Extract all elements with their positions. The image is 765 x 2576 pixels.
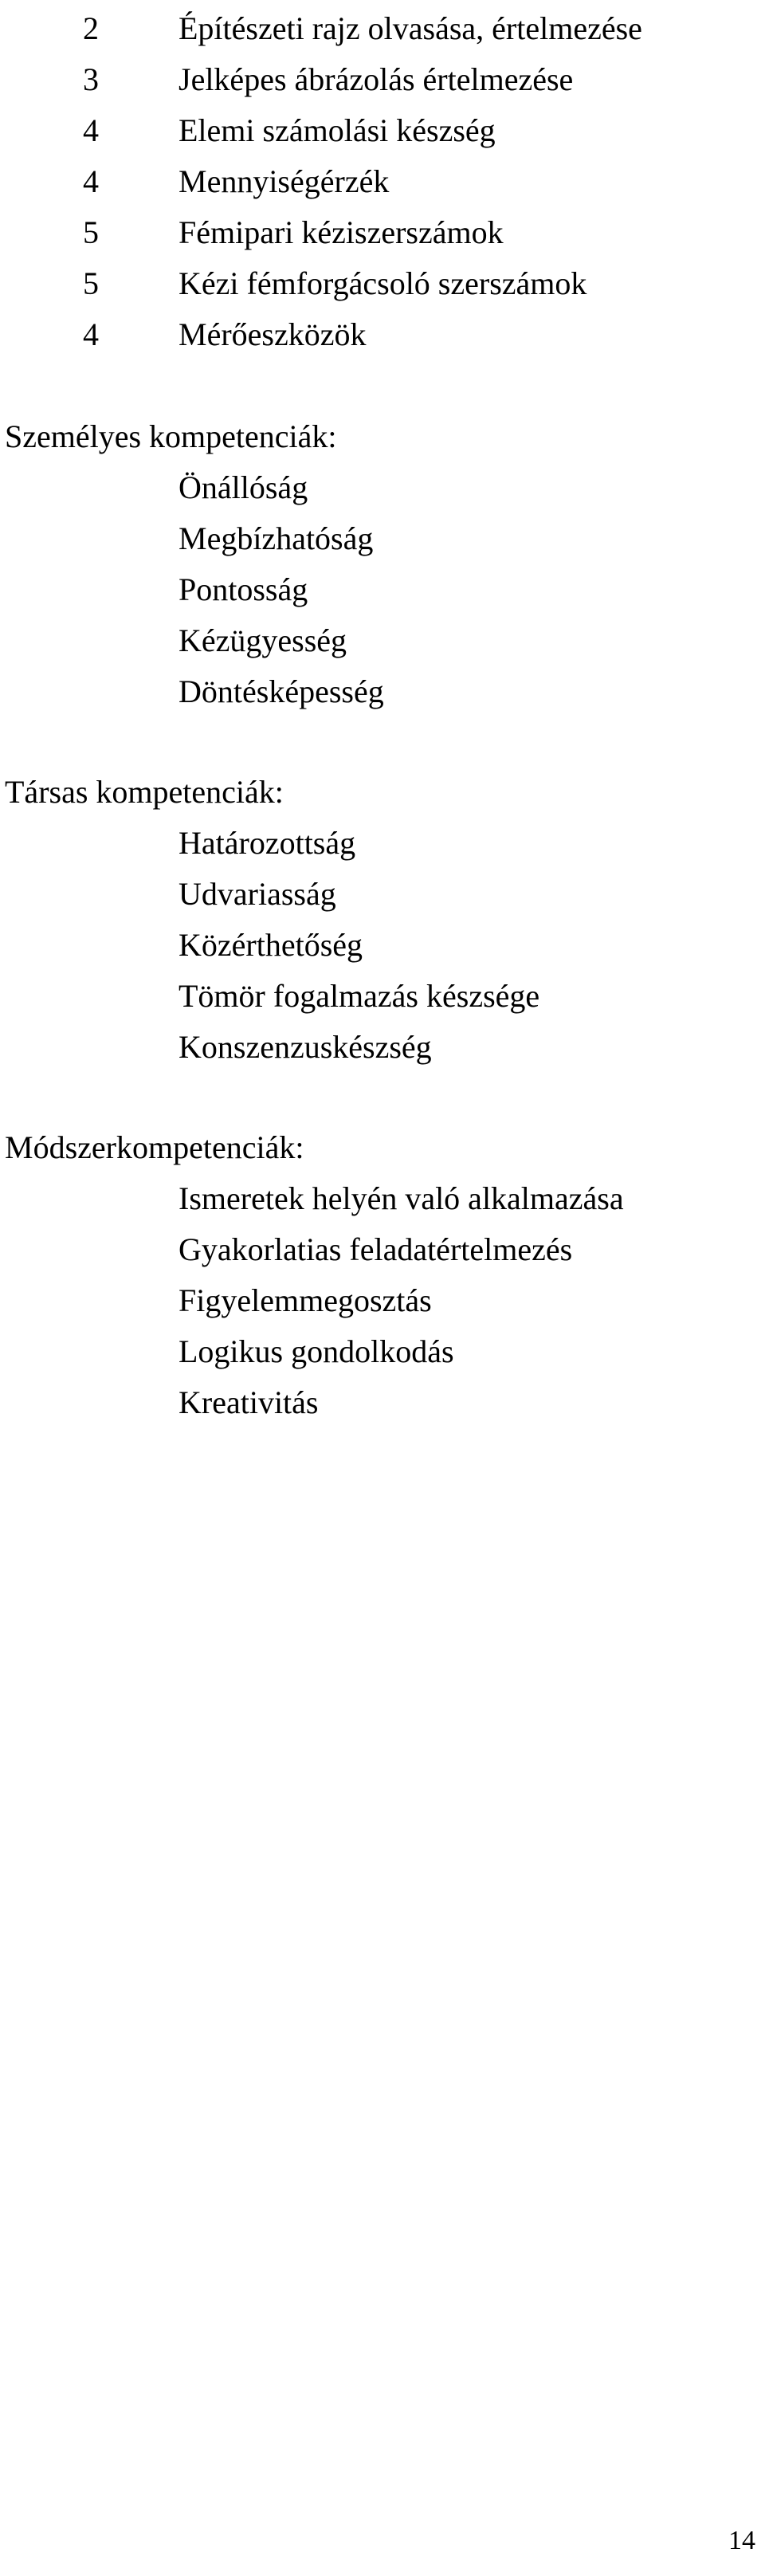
skill-name: Elemi számolási készség [178,112,496,148]
list-item: Döntésképesség [178,673,384,709]
list-item: Megbízhatóság [178,520,374,556]
list-item: Konszenzuskészség [178,1029,432,1065]
social-competencies-list [0,818,765,1073]
skill-row [0,258,765,309]
list-item: Logikus gondolkodás [178,1333,454,1369]
skill-name: Fémipari kéziszerszámok [178,214,504,250]
skill-name: Építészeti rajz olvasása, értelmezése [178,10,642,46]
skill-name: Jelképes ábrázolás értelmezése [178,61,574,97]
skill-name: Mérőeszközök [178,316,367,352]
skill-level: 4 [83,163,99,199]
personal-competencies-section [0,411,765,717]
personal-competencies-heading: Személyes kompetenciák: [5,418,337,454]
skill-level: 4 [83,112,99,148]
list-item: Közérthetőség [178,927,363,963]
list-item: Gyakorlatias feladatértelmezés [178,1231,573,1267]
list-item: Pontosság [178,571,308,607]
skill-row [0,309,765,360]
skill-level: 5 [83,214,99,250]
method-competencies-section [0,1122,765,1428]
skill-row [0,156,765,207]
skill-row [0,54,765,105]
skill-level: 5 [83,265,99,301]
page-number: 14 [728,2526,755,2555]
method-competencies-heading: Módszerkompetenciák: [5,1129,304,1165]
skill-row [0,105,765,156]
skill-level: 4 [83,316,99,352]
list-item: Önállóság [178,469,308,505]
list-item: Udvariasság [178,876,336,912]
list-item: Kreativitás [178,1384,319,1420]
method-competencies-list [0,1173,765,1428]
skill-row [0,3,765,54]
list-item: Tömör fogalmazás készsége [178,978,540,1014]
skill-level: 3 [83,61,99,97]
list-item: Határozottság [178,825,356,861]
list-item: Figyelemmegosztás [178,1282,432,1318]
social-competencies-heading: Társas kompetenciák: [5,774,284,810]
social-competencies-section [0,767,765,1073]
skill-name: Kézi fémforgácsoló szerszámok [178,265,587,301]
list-item: Kézügyesség [178,622,347,658]
skill-name: Mennyiségérzék [178,163,390,199]
skill-row [0,207,765,258]
skill-level-list [0,3,765,360]
list-item: Ismeretek helyén való alkalmazása [178,1180,624,1216]
personal-competencies-list [0,462,765,717]
skill-level: 2 [83,10,99,46]
